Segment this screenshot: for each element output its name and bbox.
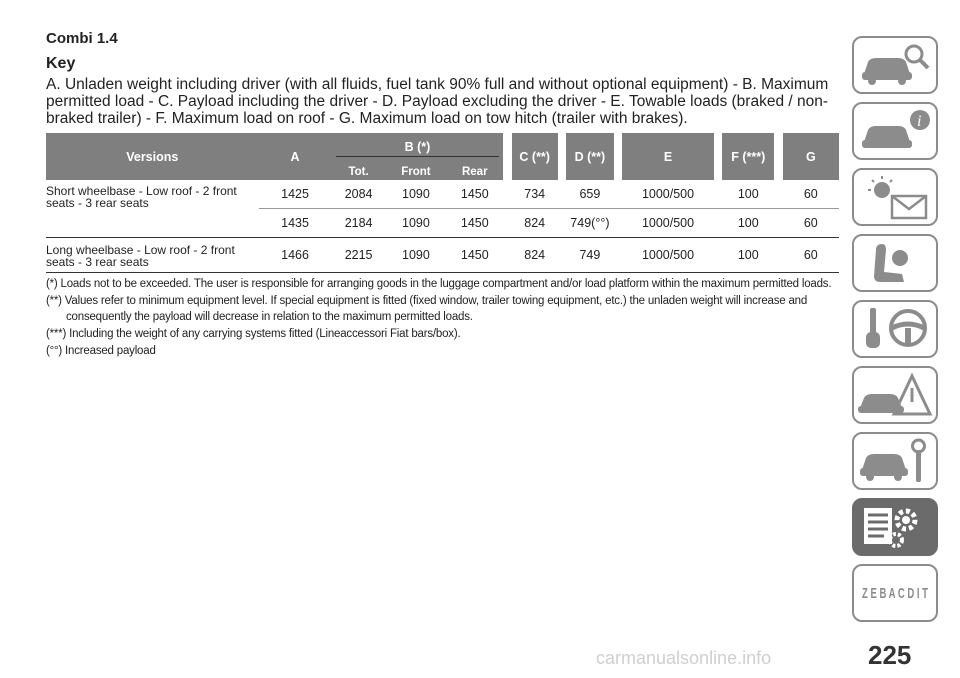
column-gap: [614, 133, 622, 180]
cell-d: 749(°°): [566, 209, 614, 238]
column-gap: [714, 133, 722, 180]
cell-b-tot: 2215: [332, 238, 386, 273]
header-b-front: Front: [386, 163, 446, 180]
table-row: [46, 180, 839, 209]
svg-text:i: i: [917, 113, 922, 130]
cell-c: 734: [524, 187, 546, 201]
column-gap: [558, 133, 566, 180]
footnote: (***) Including the weight of any carrying systems fitted (Lineaccessori Fiat bars/box).: [46, 328, 461, 340]
cell-b-front: 1090: [402, 187, 430, 201]
car-search-icon-graphic: [856, 40, 934, 90]
footnotes: [46, 276, 846, 360]
key-steering-wheel-icon-graphic: [856, 304, 934, 354]
cell-b-rear: 1450: [460, 187, 489, 201]
header-e: E: [622, 133, 714, 180]
header-g: G: [783, 133, 839, 180]
seat-airbag-icon-graphic: [856, 238, 934, 288]
cell-e: 1000/500: [641, 187, 695, 201]
cell-g: 60: [803, 187, 818, 201]
seat-airbag-icon[interactable]: [852, 234, 938, 292]
car-breakdown-warning-icon[interactable]: [852, 366, 938, 424]
cell-b-front: 1090: [386, 209, 446, 238]
column-gap: [774, 133, 782, 180]
cell-e: 1000/500: [622, 238, 714, 273]
cell-c: 824: [512, 238, 558, 273]
watermark: carmanualsonline.info: [596, 648, 772, 668]
key-steering-wheel-icon[interactable]: [852, 300, 938, 358]
cell-g: 60: [783, 209, 839, 238]
table-row: [46, 238, 839, 273]
key-heading: Key: [46, 55, 76, 72]
cell-e: 1000/500: [622, 209, 714, 238]
header-b-tot: Tot.: [332, 163, 386, 180]
cell-g: 60: [783, 238, 839, 273]
section-title: Combi 1.4: [46, 30, 118, 47]
cell-a: 1466: [259, 238, 332, 273]
header-a: A: [259, 133, 332, 180]
technical-specifications-icon-graphic: [856, 502, 934, 552]
footnote: (°°) Increased payload: [46, 345, 156, 357]
page-content: [46, 30, 840, 127]
header-b-label: B (*): [404, 139, 431, 154]
header-b-divider: [336, 156, 500, 157]
alphabetical-index-icon[interactable]: [852, 564, 938, 622]
cell-c: 824: [512, 209, 558, 238]
cell-b-tot: 2184: [332, 209, 386, 238]
header-versions: Versions: [46, 133, 259, 180]
cell-a: 1435: [259, 209, 332, 238]
technical-specifications-icon[interactable]: [852, 498, 938, 556]
page-number: 225: [868, 640, 912, 670]
alphabetical-index-icon-graphic: [856, 568, 934, 618]
index-letters: Z E B A C D I T: [862, 585, 928, 602]
header-b-rear: Rear: [446, 163, 503, 180]
car-info-icon[interactable]: [852, 102, 938, 160]
cell-d: 659: [579, 187, 601, 201]
cell-b-front: 1090: [386, 238, 446, 273]
car-info-icon-graphic: [856, 106, 934, 156]
car-maintenance-icon-graphic: [856, 436, 934, 486]
header-f: F (***): [722, 133, 774, 180]
cell-d: 749: [566, 238, 614, 273]
warning-light-message-icon-graphic: [856, 172, 934, 222]
header-d: D (**): [566, 133, 614, 180]
column-gap: [503, 133, 511, 180]
car-maintenance-icon[interactable]: [852, 432, 938, 490]
warning-light-message-icon[interactable]: [852, 168, 938, 226]
cell-f: 100: [722, 238, 774, 273]
cell-f: 100: [722, 209, 774, 238]
key-text: A. Unladen weight including driver (with all fluids, fuel tank 90% full and without optional equipment) - B. Maximum permitted load - C. Payload including the driver - D. Payload excluding the driver - E. Towable loads (braked / non-braked trailer) - F. Maximum load on roof - G. Maximum load on tow hitch (trailer with brakes).: [46, 76, 829, 127]
cell-f: 100: [737, 187, 759, 201]
car-breakdown-warning-icon-graphic: [856, 370, 934, 420]
cell-b-rear: 1450: [446, 238, 503, 273]
footnote: (**) Values refer to minimum equipment level. If special equipment is fitted (fixed window, trailer towing equipment, etc.) the unladen weight will increase and consequently the payload will decrease in relation to the maximum permitted loads.: [46, 295, 808, 323]
header-b: [332, 133, 504, 163]
car-search-icon[interactable]: [852, 36, 938, 94]
cell-b-tot: 2084: [344, 187, 373, 201]
header-c: C (**): [512, 133, 558, 180]
version-cell: Short wheelbase - Low roof - 2 front seats - 3 rear seats: [46, 184, 237, 210]
version-cell: Long wheelbase - Low roof - 2 front seats - 3 rear seats: [46, 238, 259, 273]
weights-table: [46, 133, 839, 273]
footnote: (*) Loads not to be exceeded. The user is responsible for arranging goods in the luggage compartment and/or load platform within the maximum permitted loads.: [46, 278, 832, 290]
cell-b-rear: 1450: [446, 209, 503, 238]
cell-a: 1425: [281, 187, 309, 201]
